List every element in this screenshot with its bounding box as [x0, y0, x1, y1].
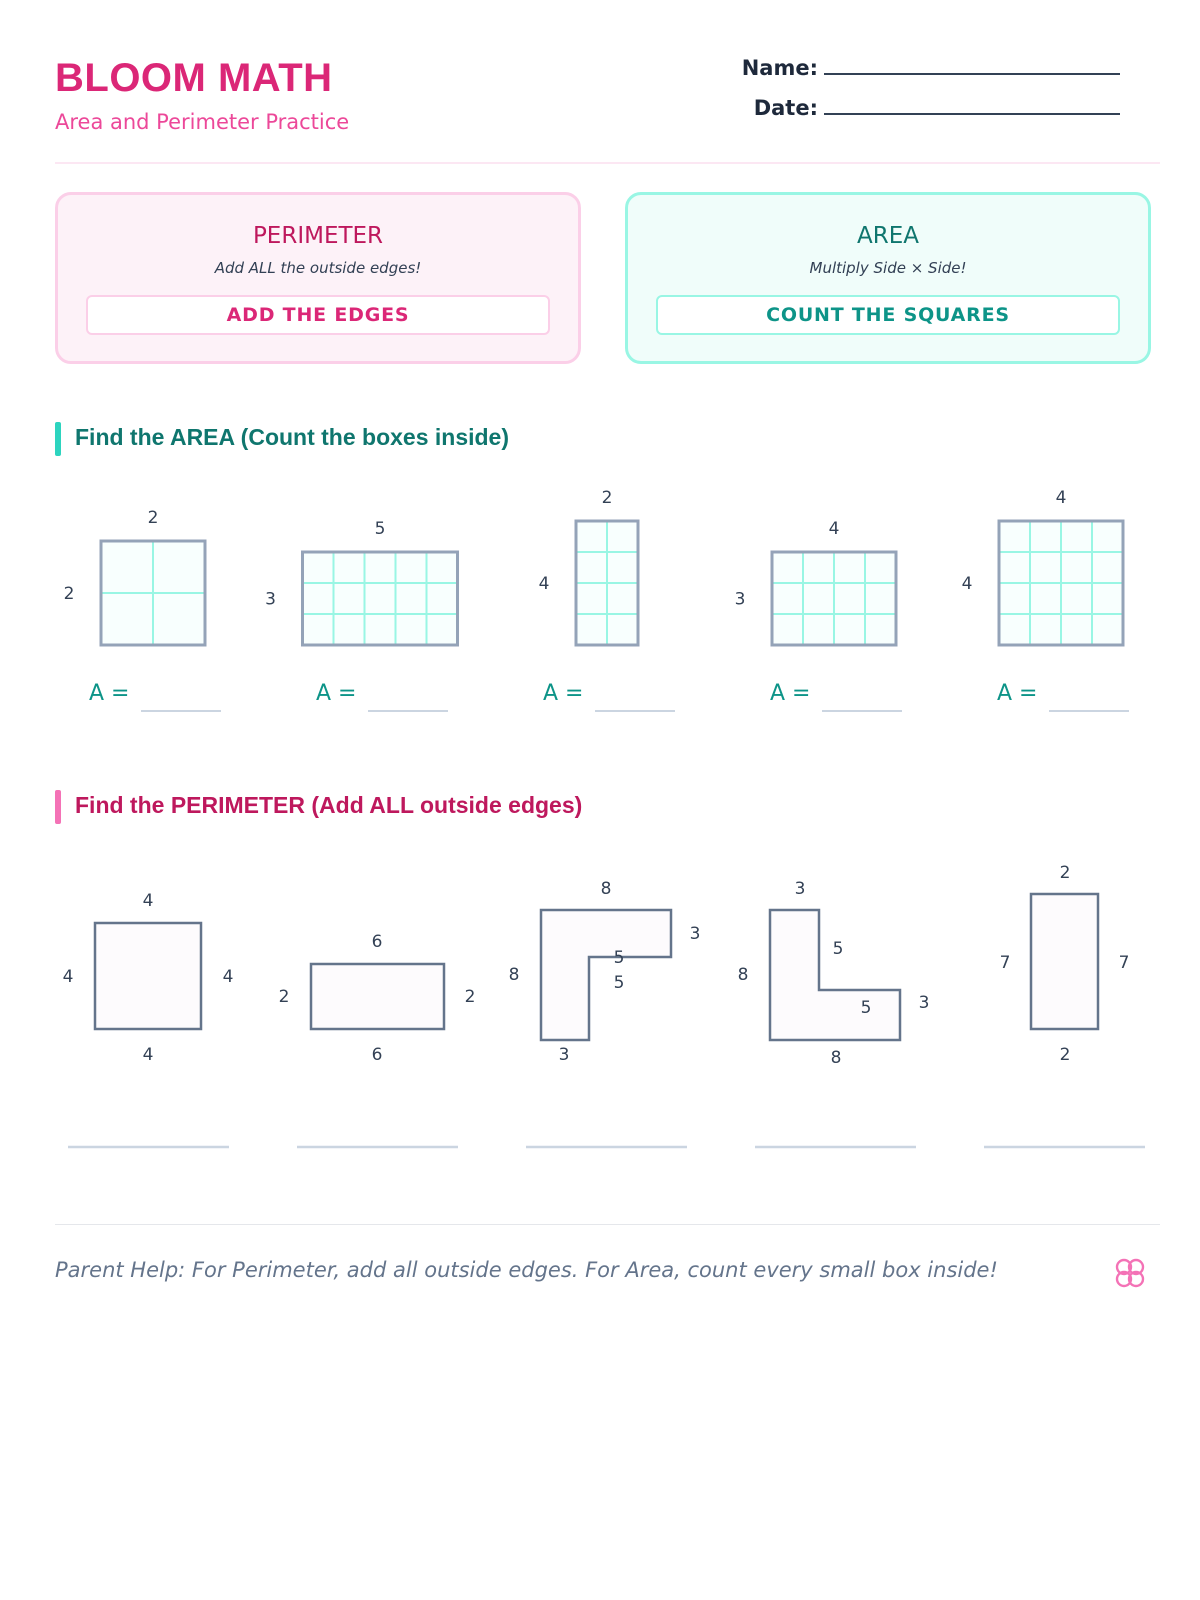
top-side-label: 2 — [601, 488, 613, 508]
top-side-label: 2 — [147, 508, 159, 528]
area-problem-2 — [265, 519, 457, 711]
side-length-label: 2 — [278, 987, 290, 1007]
side-length-label: 3 — [558, 1045, 570, 1065]
side-length-label: 2 — [1059, 863, 1071, 883]
side-length-label: 4 — [142, 891, 154, 911]
left-side-label: 2 — [63, 584, 75, 604]
area-answer-label: A = — [543, 681, 584, 706]
parent-help-note: Parent Help: For Perimeter, add all outside edges. For Area, count every small box inside! — [55, 1258, 998, 1282]
name-label: Name: — [741, 56, 818, 80]
side-length-label: 5 — [832, 939, 844, 959]
side-length-label: 8 — [508, 965, 520, 985]
perimeter-shape-3 — [509, 879, 701, 1065]
footer-divider — [55, 1224, 1160, 1225]
rectangle-shape — [1031, 894, 1098, 1029]
area-answer-label: A = — [89, 681, 130, 706]
side-length-label: 7 — [999, 953, 1011, 973]
side-length-label: 6 — [371, 1045, 383, 1065]
perimeter-problems — [0, 850, 1200, 1170]
side-length-label: 8 — [737, 965, 749, 985]
add-the-edges-button[interactable]: ADD THE EDGES — [86, 295, 550, 335]
square-shape — [95, 923, 201, 1029]
top-side-label: 4 — [828, 519, 840, 539]
side-length-label: 5 — [613, 948, 625, 968]
area-problems — [0, 460, 1200, 720]
area-problem-1 — [64, 508, 221, 711]
section-accent-bar — [55, 422, 61, 456]
side-length-label: 3 — [794, 879, 806, 899]
side-length-label: 4 — [62, 967, 74, 987]
top-side-label: 4 — [1055, 488, 1067, 508]
side-length-label: 2 — [464, 987, 476, 1007]
perimeter-shape-5 — [1000, 863, 1130, 1065]
area-answer-label: A = — [997, 681, 1038, 706]
side-length-label: 3 — [689, 924, 701, 944]
area-tip-card — [625, 192, 1151, 364]
area-answer-label: A = — [316, 681, 357, 706]
area-problem-4 — [735, 519, 902, 711]
perimeter-shape-1 — [63, 891, 234, 1065]
side-length-label: 8 — [600, 879, 612, 899]
area-problem-3 — [539, 488, 675, 711]
side-length-label: 6 — [371, 932, 383, 952]
top-side-label: 5 — [374, 519, 386, 539]
name-field[interactable] — [742, 56, 1120, 80]
area-section-title-text: Find the AREA (Count the boxes inside) — [75, 424, 510, 450]
side-length-label: 8 — [830, 1048, 842, 1068]
area-problem-5 — [962, 488, 1129, 711]
area-tip-hint: Multiply Side × Side! — [809, 259, 967, 277]
perimeter-tip-hint: Add ALL the outside edges! — [214, 259, 422, 277]
name-blank-line[interactable] — [824, 59, 1120, 75]
perimeter-section-title — [55, 792, 582, 819]
worksheet-subtitle: Area and Perimeter Practice — [55, 110, 350, 134]
date-blank-line[interactable] — [824, 99, 1120, 115]
side-length-label: 5 — [613, 973, 625, 993]
rectangle-shape — [311, 964, 444, 1029]
perimeter-shape-4 — [738, 879, 930, 1068]
side-length-label: 2 — [1059, 1045, 1071, 1065]
area-tip-title: AREA — [857, 223, 919, 249]
side-length-label: 3 — [918, 993, 930, 1013]
date-field[interactable] — [754, 96, 1120, 120]
grid-background — [303, 552, 458, 645]
l-shape — [541, 910, 671, 1040]
flower-icon — [1112, 1255, 1148, 1291]
count-the-squares-button[interactable]: COUNT THE SQUARES — [656, 295, 1120, 335]
side-length-label: 4 — [222, 967, 234, 987]
side-length-label: 5 — [860, 998, 872, 1018]
perimeter-shape-2 — [279, 932, 476, 1065]
left-side-label: 3 — [265, 589, 276, 610]
area-answer-label: A = — [770, 681, 811, 706]
left-side-label: 3 — [734, 589, 746, 610]
date-label: Date: — [753, 96, 818, 120]
brand-title: BLOOM MATH — [55, 56, 333, 100]
section-accent-bar — [55, 790, 61, 824]
header-divider — [55, 162, 1160, 164]
perimeter-tip-card — [55, 192, 581, 364]
l-shape — [770, 910, 900, 1040]
area-section-title — [55, 424, 509, 451]
perimeter-tip-title: PERIMETER — [252, 223, 384, 249]
left-side-label: 4 — [538, 574, 550, 594]
perimeter-section-title-text: Find the PERIMETER (Add ALL outside edges) — [75, 792, 583, 818]
side-length-label: 7 — [1118, 953, 1130, 973]
left-side-label: 4 — [961, 574, 973, 594]
side-length-label: 4 — [142, 1045, 154, 1065]
